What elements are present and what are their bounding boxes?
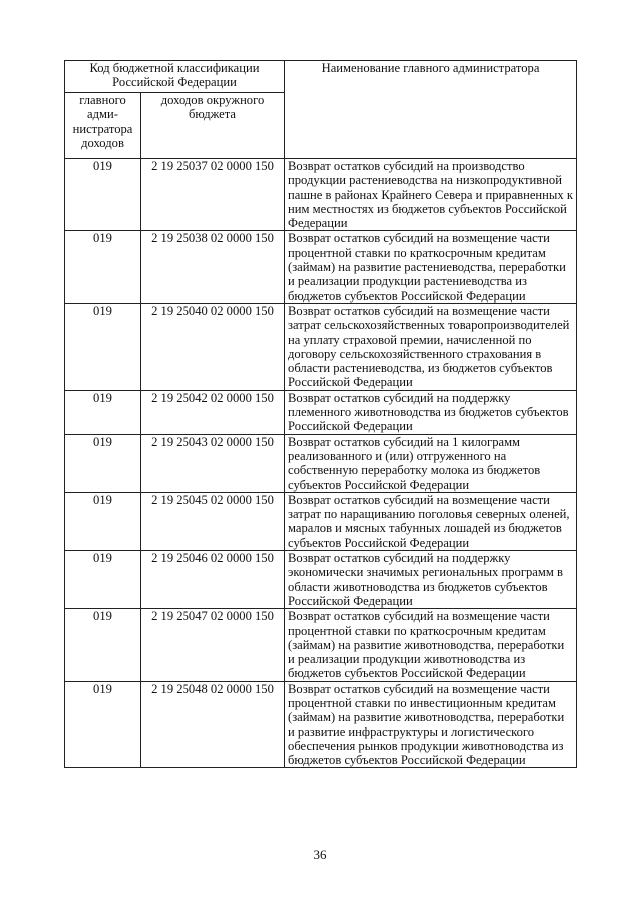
admin-code-cell: 019 — [65, 681, 141, 768]
table-row — [65, 492, 577, 550]
admin-code-cell: 019 — [65, 609, 141, 681]
admin-code-cell: 019 — [65, 159, 141, 231]
page-number: 36 — [313, 847, 327, 862]
revenue-code-cell: 2 19 25043 02 0000 150 — [141, 434, 285, 492]
administrator-name-cell: Возврат остатков субсидий на возмещение части процентной ставки по краткосрочным кредитам (займам) на развитие растениеводства, переработки и реализации продукции растениеводства из бюджетов субъектов Российской Федерации — [285, 231, 577, 303]
header-budget-code-group: Код бюджетной классификации Российской Федерации — [65, 61, 285, 93]
revenue-code-cell: 2 19 25047 02 0000 150 — [141, 609, 285, 681]
table-row — [65, 231, 577, 303]
admin-code-cell: 019 — [65, 492, 141, 550]
admin-code-cell: 019 — [65, 434, 141, 492]
administrator-name-cell: Возврат остатков субсидий на возмещение части затрат сельскохозяйственных товаропроизводителей на уплату страховой премии, начисленной по договору сельскохозяйственного страхования в области растениеводства, из бюджетов субъектов Российской Федерации — [285, 303, 577, 390]
budget-classification-table — [64, 60, 577, 768]
table-row — [65, 159, 577, 231]
admin-code-cell: 019 — [65, 390, 141, 434]
header-row-top — [65, 61, 577, 93]
table-row — [65, 390, 577, 434]
revenue-code-cell: 2 19 25040 02 0000 150 — [141, 303, 285, 390]
admin-code-cell: 019 — [65, 551, 141, 609]
admin-code-cell: 019 — [65, 231, 141, 303]
table-row — [65, 681, 577, 768]
administrator-name-cell: Возврат остатков субсидий на поддержку племенного животноводства из бюджетов субъектов Российской Федерации — [285, 390, 577, 434]
table-row — [65, 434, 577, 492]
header-administrator-name: Наименование главного администратора — [285, 61, 577, 159]
revenue-code-cell: 2 19 25042 02 0000 150 — [141, 390, 285, 434]
table-row — [65, 551, 577, 609]
administrator-name-cell: Возврат остатков субсидий на производство продукции растениеводства на низкопродуктивной пашне в районах Крайнего Севера и приравненных к ним местностях из бюджетов субъектов Российской Федерации — [285, 159, 577, 231]
administrator-name-cell: Возврат остатков субсидий на 1 килограмм реализованного и (или) отгруженного на собственную переработку молока из бюджетов субъектов Российской Федерации — [285, 434, 577, 492]
administrator-name-cell: Возврат остатков субсидий на возмещение части затрат по наращиванию поголовья северных оленей, маралов и мясных табунных лошадей из бюджетов субъектов Российской Федерации — [285, 492, 577, 550]
table-row — [65, 609, 577, 681]
header-chief-administrator: главного адми-нистратора доходов — [65, 93, 141, 159]
revenue-code-cell: 2 19 25038 02 0000 150 — [141, 231, 285, 303]
table-row — [65, 303, 577, 390]
table-body — [65, 159, 577, 768]
revenue-code-cell: 2 19 25046 02 0000 150 — [141, 551, 285, 609]
administrator-name-cell: Возврат остатков субсидий на возмещение части процентной ставки по инвестиционным кредитам (займам) на развитие животноводства, переработки и развитие инфраструктуры и логистического обеспечения рынков продукции животноводства из бюджетов субъектов Российской Федерации — [285, 681, 577, 768]
admin-code-cell: 019 — [65, 303, 141, 390]
revenue-code-cell: 2 19 25048 02 0000 150 — [141, 681, 285, 768]
header-revenue-code: доходов окружного бюджета — [141, 93, 285, 159]
revenue-code-cell: 2 19 25045 02 0000 150 — [141, 492, 285, 550]
administrator-name-cell: Возврат остатков субсидий на возмещение части процентной ставки по краткосрочным кредитам (займам) на развитие животноводства, переработки и реализации продукции животноводства из бюджетов субъектов Российской Федерации — [285, 609, 577, 681]
administrator-name-cell: Возврат остатков субсидий на поддержку экономически значимых региональных программ в области животноводства из бюджетов субъектов Российской Федерации — [285, 551, 577, 609]
revenue-code-cell: 2 19 25037 02 0000 150 — [141, 159, 285, 231]
